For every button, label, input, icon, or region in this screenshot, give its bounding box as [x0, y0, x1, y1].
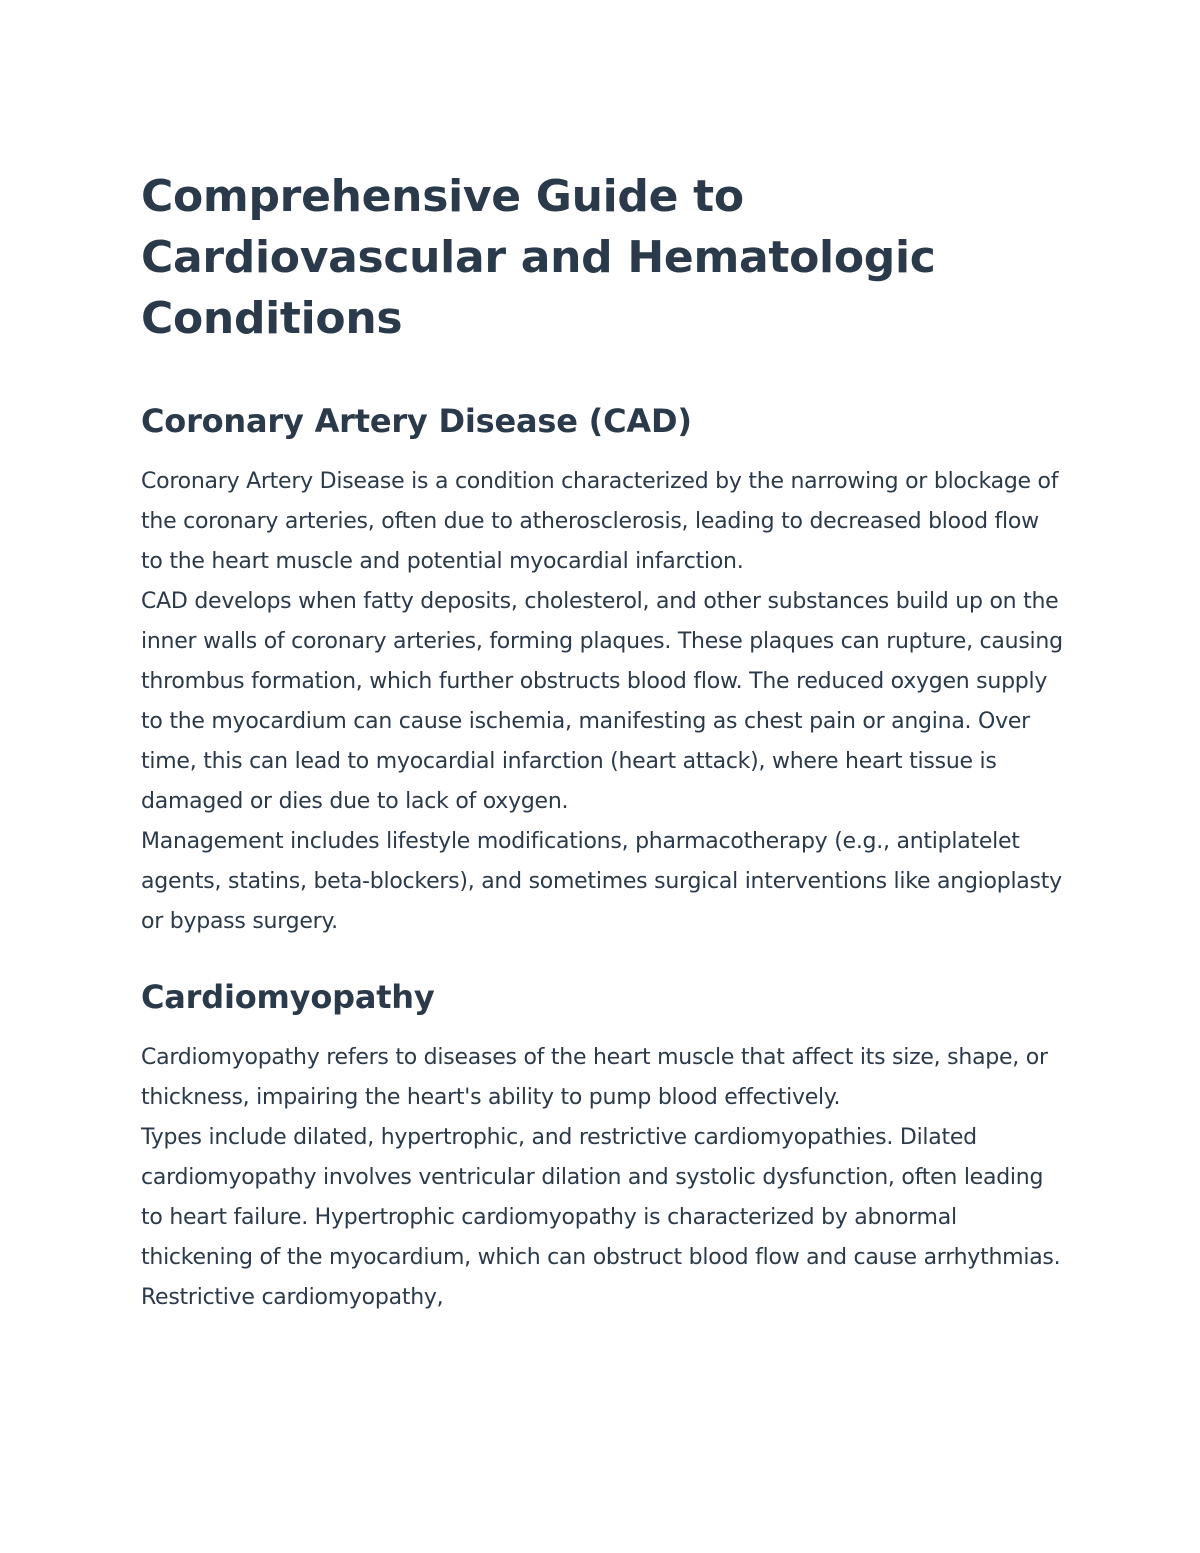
section-paragraph: Cardiomyopathy refers to diseases of the heart muscle that affect its size, shape, or thickness, impairing the heart's ability to pump blood effectively.: [141, 1045, 1048, 1110]
section-heading: Coronary Artery Disease (CAD): [141, 402, 692, 440]
section-paragraph: CAD develops when fatty deposits, cholesterol, and other substances build up on the inner walls of coronary arteries, forming plaques. These plaques can rupture, causing thrombus formation, which further obstructs blood flow. The reduced oxygen supply to the myocardium can cause ischemia, manifesting as chest pain or angina. Over time, this can lead to myocardial infarction (heart attack), where heart tissue is damaged or dies due to lack of oxygen.: [141, 589, 1063, 814]
section-cardiomyopathy: [141, 975, 1066, 1318]
section-paragraph: Management includes lifestyle modifications, pharmacotherapy (e.g., antiplatelet agents, statins, beta-blockers), and sometimes surgical interventions like angioplasty or bypass surgery.: [141, 829, 1062, 934]
document-page: [141, 166, 1066, 1318]
section-coronary-artery-disease: [141, 399, 1066, 942]
section-paragraph: Types include dilated, hypertrophic, and restrictive cardiomyopathies. Dilated cardiomyopathy involves ventricular dilation and systolic dysfunction, often leading to heart failure. Hypertrophic cardiomyopathy is characterized by abnormal thickening of the myocardium, which can obstruct blood flow and cause arrhythmias. Restrictive cardiomyopathy,: [141, 1125, 1061, 1310]
section-heading: Cardiomyopathy: [141, 978, 435, 1016]
section-paragraph: Coronary Artery Disease is a condition characterized by the narrowing or blockage of the coronary arteries, often due to atherosclerosis, leading to decreased blood flow to the heart muscle and potential myocardial infarction.: [141, 469, 1059, 574]
document-title: Comprehensive Guide to Cardiovascular and Hematologic Conditions: [141, 171, 936, 344]
